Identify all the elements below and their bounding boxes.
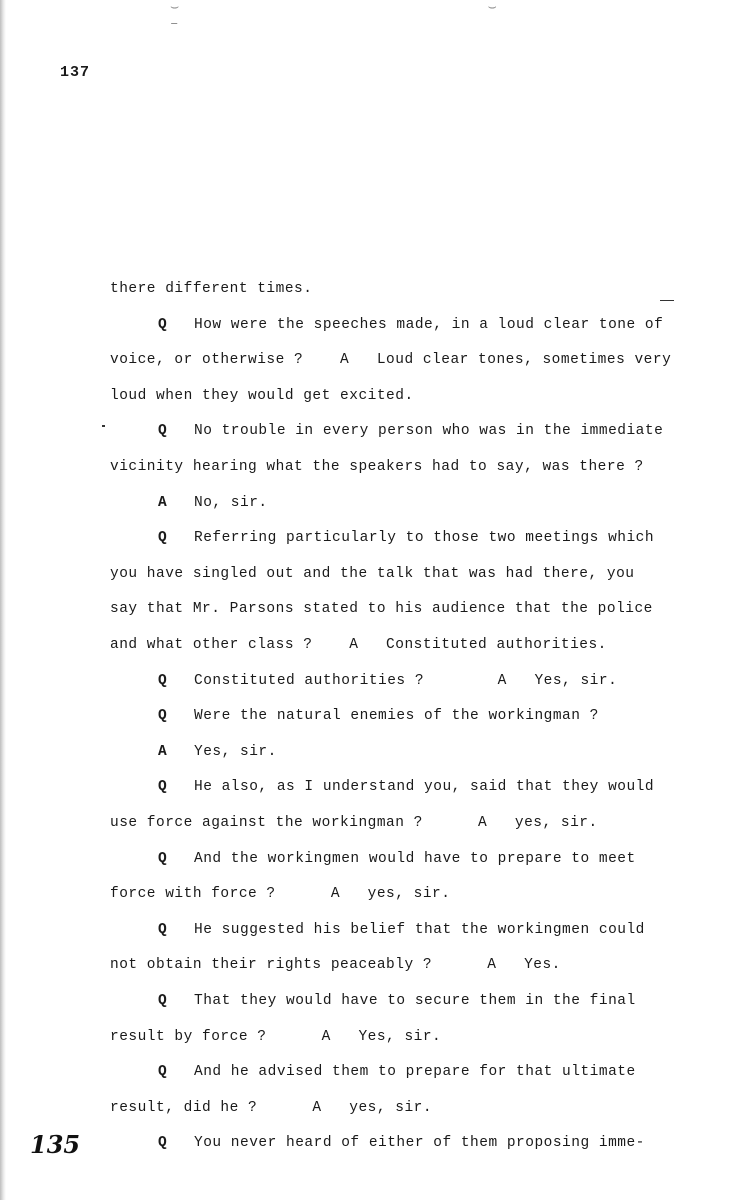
transcript-line: And he advised them to prepare for that ultimate	[194, 1064, 636, 1081]
transcript-line: voice, or otherwise ? A Loud clear tones, sometimes very	[110, 352, 672, 369]
transcript-line: That they would have to secure them in the final	[194, 993, 636, 1009]
question-marker: Q	[158, 850, 168, 867]
transcript-line: loud when they would get excited.	[110, 387, 414, 404]
stray-tick-mark	[102, 425, 105, 427]
transcript-line: use force against the workingman ? A yes, sir.	[110, 815, 598, 831]
page-number: 137	[60, 64, 91, 81]
question-marker: Q	[158, 530, 168, 547]
question-marker: Q	[158, 672, 168, 689]
question-marker: Q	[158, 1064, 168, 1081]
question-marker: Q	[158, 708, 168, 725]
question-marker: Q	[158, 316, 168, 333]
transcript-line: No trouble in every person who was in the immediate	[194, 423, 664, 440]
transcript-line: How were the speeches made, in a loud clear tone of	[194, 316, 664, 333]
question-marker: Q	[158, 1135, 168, 1152]
transcript-line: and what other class ? A Constituted authorities.	[110, 637, 607, 653]
top-margin-marks: ⌣ ⌣ ‒	[170, 0, 647, 32]
transcript-line: Constituted authorities ? A Yes, sir.	[194, 672, 618, 689]
transcript-line: Were the natural enemies of the workingman ?	[194, 708, 599, 725]
transcript-line: And the workingmen would have to prepare to meet	[194, 850, 636, 867]
answer-marker: A	[158, 743, 168, 760]
transcript-line: No, sir.	[194, 494, 268, 511]
transcript-line: vicinity hearing what the speakers had to say, was there ?	[110, 459, 644, 475]
transcript-line: result by force ? A Yes, sir.	[110, 1028, 442, 1045]
transcript-line: You never heard of either of them proposing imme-	[194, 1135, 645, 1152]
question-marker: Q	[158, 779, 168, 796]
transcript-line: Referring particularly to those two meetings which	[194, 530, 655, 547]
stray-dash-mark	[660, 300, 674, 301]
question-marker: Q	[158, 423, 168, 440]
question-marker: Q	[158, 921, 168, 938]
handwritten-page-number: 135	[30, 1130, 81, 1159]
transcript-line: not obtain their rights peaceably ? A Yes.	[110, 957, 561, 974]
answer-marker: A	[158, 494, 168, 511]
transcript-line: say that Mr. Parsons stated to his audience that the police	[110, 601, 653, 618]
transcript-line: Yes, sir.	[194, 743, 277, 760]
question-marker: Q	[158, 993, 168, 1009]
transcript-line: He also, as I understand you, said that they would	[194, 779, 655, 796]
transcript-line: you have singled out and the talk that was had there, you	[110, 565, 635, 582]
transcript-line: force with force ? A yes, sir.	[110, 886, 451, 903]
transcript-line: He suggested his belief that the workingmen could	[194, 921, 645, 938]
transcript-line: result, did he ? A yes, sir.	[110, 1099, 433, 1116]
page-edge-shadow	[0, 0, 6, 1200]
transcript-line: there different times.	[110, 281, 313, 297]
